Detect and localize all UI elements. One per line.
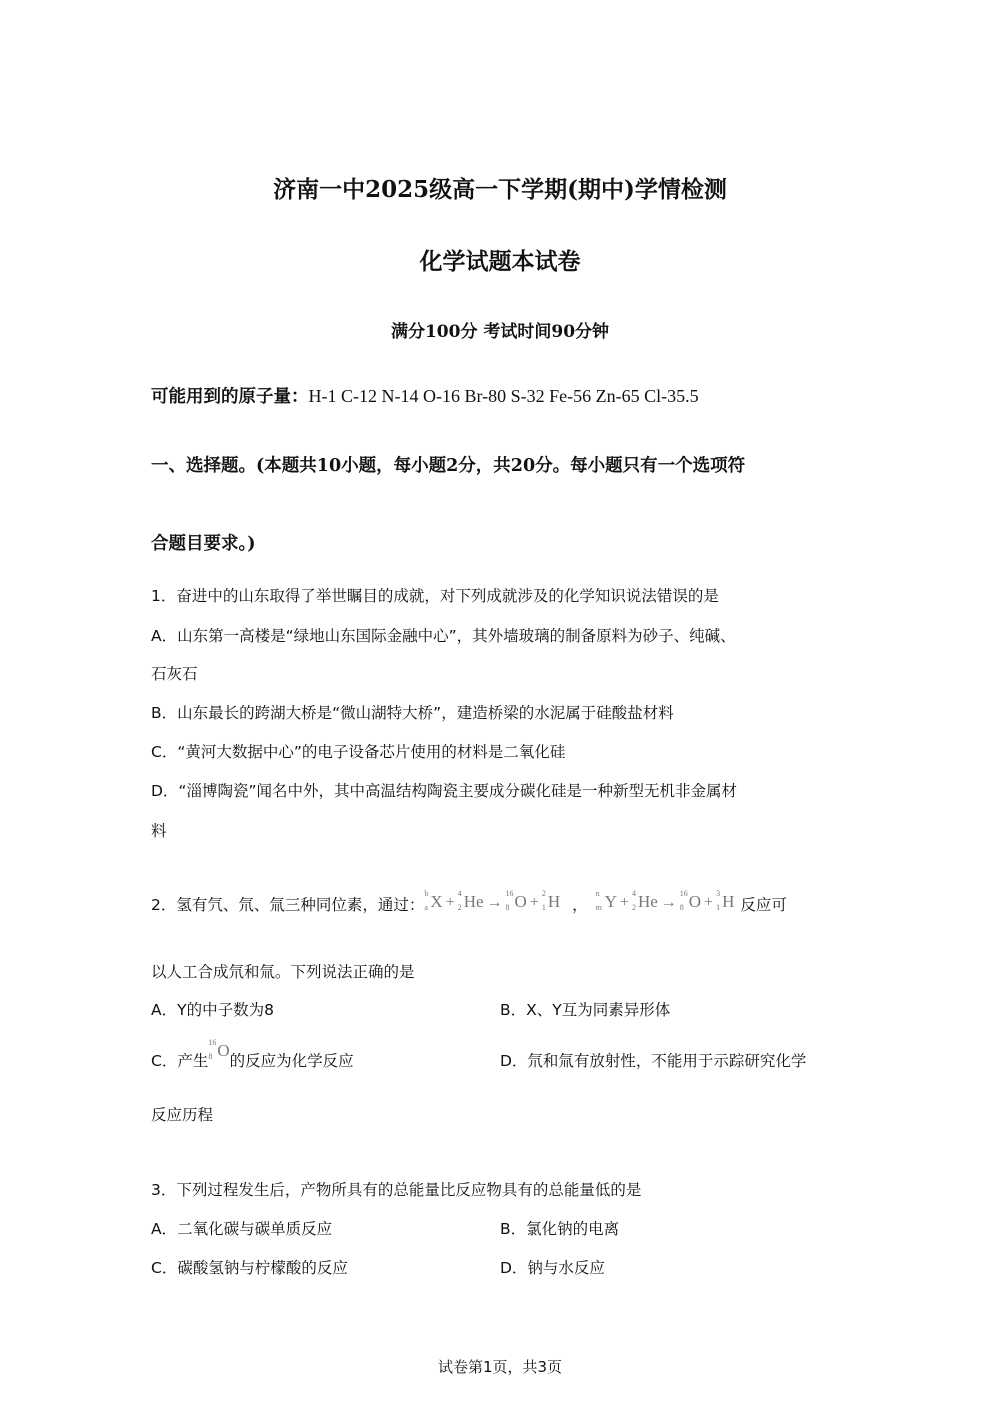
q3-option-a: A．二氧化碳与碳单质反应: [151, 1220, 333, 1238]
nuclide-o16: 16 8 O: [208, 1038, 230, 1061]
q2-option-d-line2: 反应历程: [151, 1106, 214, 1124]
plus-sign: +: [445, 894, 455, 911]
plus-sign: +: [529, 894, 539, 911]
nuclide-o16: 16 8 O: [679, 889, 702, 912]
atomic-mass-values: H-1 C-12 N-14 O-16 Br-80 S-32 Fe-56 Zn-65 Cl-35.5: [308, 386, 699, 406]
q2-stem-start: 2．氢有氕、氘、氚三种同位素，通过：: [151, 896, 425, 914]
arrow-icon: →: [486, 894, 503, 911]
q3-option-c: C．碳酸氢钠与柠檬酸的反应: [151, 1259, 348, 1277]
q1-option-d-line1: D．“淄博陶瓷”闻名中外，其中高温结构陶瓷主要成分碳化硅是一种新型无机非金属材: [151, 782, 737, 800]
q1-option-a-line1: A．山东第一高楼是“绿地山东国际金融中心”，其外墙玻璃的制备原料为砂子、纯碱、: [151, 627, 736, 645]
q2-option-d-line1: D．氘和氚有放射性，不能用于示踪研究化学: [500, 1052, 807, 1070]
q1-stem: 1．奋进中的山东取得了举世瞩目的成就，对下列成就涉及的化学知识说法错误的是: [151, 587, 719, 605]
atomic-mass-line: [151, 383, 699, 408]
nuclide-h2: 2 1 H: [541, 889, 561, 912]
section-heading-line2: 合题目要求。): [151, 534, 256, 554]
q1-option-d-line2: 料: [151, 822, 167, 840]
nuclear-equation-2: [595, 889, 735, 912]
section-heading-line1: 一、选择题。(本题共10小题，每小题2分，共20分。每小题只有一个选项符: [151, 456, 746, 476]
nuclide-y: n m Y: [595, 889, 617, 912]
q3-option-b: B．氯化钠的电离: [500, 1220, 620, 1238]
nuclide-he: 4 2 He: [631, 889, 658, 912]
nuclide-h3: 3 1 H: [716, 889, 735, 912]
nuclear-equation-1: [424, 889, 561, 912]
plus-sign: +: [619, 894, 629, 911]
nuclide-he: 4 2 He: [457, 889, 484, 912]
nuclide-o16: 16 8 O: [505, 889, 527, 912]
q2-option-c: C．产生 16 8 O的反应为化学反应: [151, 1038, 354, 1070]
exam-title: 济南一中2025级高一下学期(期中)学情检测: [273, 176, 727, 203]
arrow-icon: →: [660, 894, 677, 911]
q1-option-c: C．“黄河大数据中心”的电子设备芯片使用的材料是二氧化硅: [151, 743, 566, 761]
q2-option-a: A．Y的中子数为8: [151, 1001, 274, 1019]
q3-option-d: D．钠与水反应: [500, 1259, 605, 1277]
exam-subtitle: 化学试题本试卷: [419, 248, 581, 275]
q2-option-b: B．X、Y互为同素异形体: [500, 1001, 671, 1019]
page-footer: 试卷第1页，共3页: [437, 1358, 563, 1376]
q3-stem: 3．下列过程发生后，产物所具有的总能量比反应物具有的总能量低的是: [151, 1181, 642, 1199]
q2-stem-line1: [151, 889, 787, 915]
exam-info: 满分100分 考试时间90分钟: [390, 322, 610, 342]
atomic-mass-label: 可能用到的原子量：: [151, 387, 309, 407]
q2-stem-end: 反应可: [740, 896, 787, 914]
q1-option-a-line2: 石灰石: [151, 665, 198, 683]
nuclide-x: b a X: [424, 889, 443, 912]
q2-comma: ，: [572, 896, 588, 914]
q1-option-b: B．山东最长的跨湖大桥是“微山湖特大桥”，建造桥梁的水泥属于硅酸盐材料: [151, 704, 674, 722]
plus-sign: +: [704, 894, 714, 911]
q2-stem-line2: 以人工合成氘和氚。下列说法正确的是: [151, 963, 415, 981]
